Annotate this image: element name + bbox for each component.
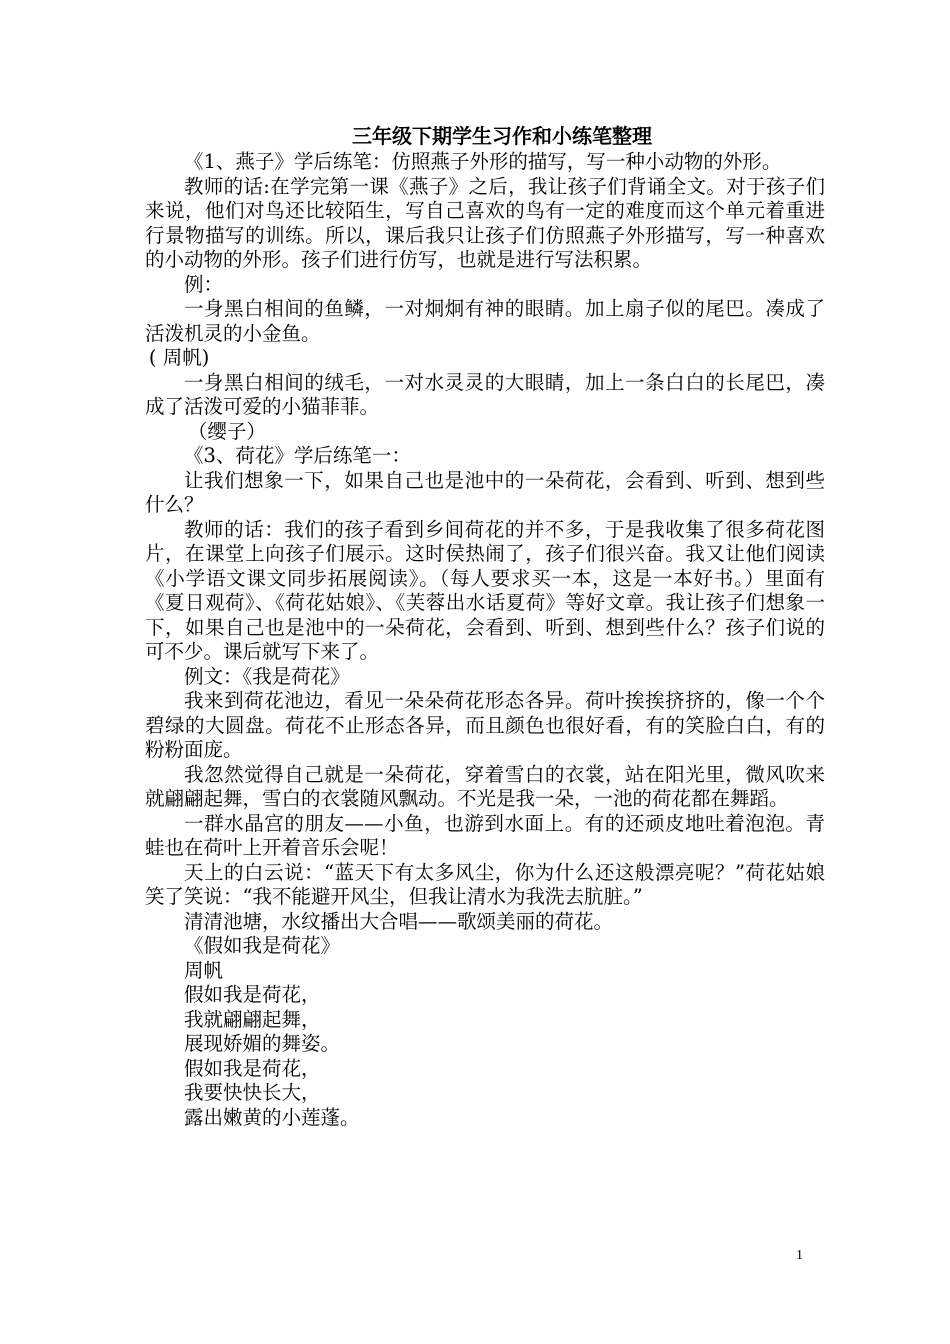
paragraph: 天上的白云说：“蓝天下有太多风尘，你为什么还这般漂亮呢？”荷花姑娘笑了笑说：“我不能避开风尘，但我让清水为我洗去肮脏。” <box>145 860 825 908</box>
author-note: ( 周帆) <box>148 346 210 369</box>
author-note: （缨子） <box>187 419 266 443</box>
poem-line: 我就翩翩起舞， <box>184 1007 321 1031</box>
document-title: 三年级下期学生习作和小练笔整理 <box>352 124 652 148</box>
poem-line: 展现娇媚的舞姿。 <box>184 1032 341 1055</box>
paragraph: 我忽然觉得自己就是一朵荷花，穿着雪白的衣裳，站在阳光里，微风吹来就翩翩起舞，雪白的衣裳随风飘动。不光是我一朵，一池的荷花都在舞蹈。 <box>145 762 825 810</box>
paragraph: 我来到荷花池边，看见一朵朵荷花形态各异。荷叶挨挨挤挤的，像一个个碧绿的大圆盘。荷花不止形态各异，而且颜色也很好看，有的笑脸白白，有的粉粉面庞。 <box>145 689 825 761</box>
page-number: 1 <box>796 1248 803 1263</box>
paragraph: 让我们想象一下，如果自己也是池中的一朵荷花，会看到、听到、想到些什么？ <box>145 468 825 516</box>
poem-title: 《假如我是荷花》 <box>184 934 341 957</box>
paragraph: 例： <box>184 272 224 296</box>
poem-line: 露出嫩黄的小莲蓬。 <box>184 1105 360 1129</box>
paragraph: 清清池塘，水纹播出大合唱——歌颂美丽的荷花。 <box>184 909 614 933</box>
paragraph: 一群水晶宫的朋友——小鱼，也游到水面上。有的还顽皮地吐着泡泡。青蛙也在荷叶上开着音乐会呢！ <box>145 811 825 859</box>
section-heading: 《3、荷花》学后练笔一： <box>184 444 411 467</box>
paragraph: 教师的话:在学完第一课《燕子》之后，我让孩子们背诵全文。对于孩子们来说，他们对鸟还比较陌生，写自己喜欢的鸟有一定的难度而这个单元着重进行景物描写的训练。所以，课后我只让孩子们仿照燕子外形描写，写一种喜欢的小动物的外形。孩子们进行仿写，也就是进行写法积累。 <box>145 174 825 271</box>
paragraph: 《1、燕子》学后练笔：仿照燕子外形的描写，写一种小动物的外形。 <box>184 150 782 173</box>
poem-line: 我要快快长大， <box>184 1081 321 1104</box>
example-title: 例文：《我是荷花》 <box>184 664 350 688</box>
paragraph: 一身黑白相间的绒毛，一对水灵灵的大眼睛，加上一条白白的长尾巴，凑成了活泼可爱的小猫菲菲。 <box>145 370 825 418</box>
poem-line: 假如我是荷花， <box>184 1056 321 1080</box>
poem-line: 假如我是荷花， <box>184 983 321 1006</box>
paragraph: 一身黑白相间的鱼鳞，一对炯炯有神的眼睛。加上扇子似的尾巴。凑成了活泼机灵的小金鱼。 <box>145 297 825 345</box>
paragraph: 教师的话：我们的孩子看到乡间荷花的并不多，于是我收集了很多荷花图片，在课堂上向孩子们展示。这时侯热闹了，孩子们很兴奋。我又让他们阅读《小学语文课文同步拓展阅读》。（每人要求买一本，这是一本好书。）里面有《夏日观荷》、《荷花姑娘》、《芙蓉出水话夏荷》等好文章。我让孩子们想象一下，如果自己也是池中的一朵荷花，会看到、听到、想到些什么？孩子们说的可不少。课后就写下来了。 <box>145 517 825 663</box>
document-body <box>145 122 825 1130</box>
poem-author: 周帆 <box>184 958 224 982</box>
